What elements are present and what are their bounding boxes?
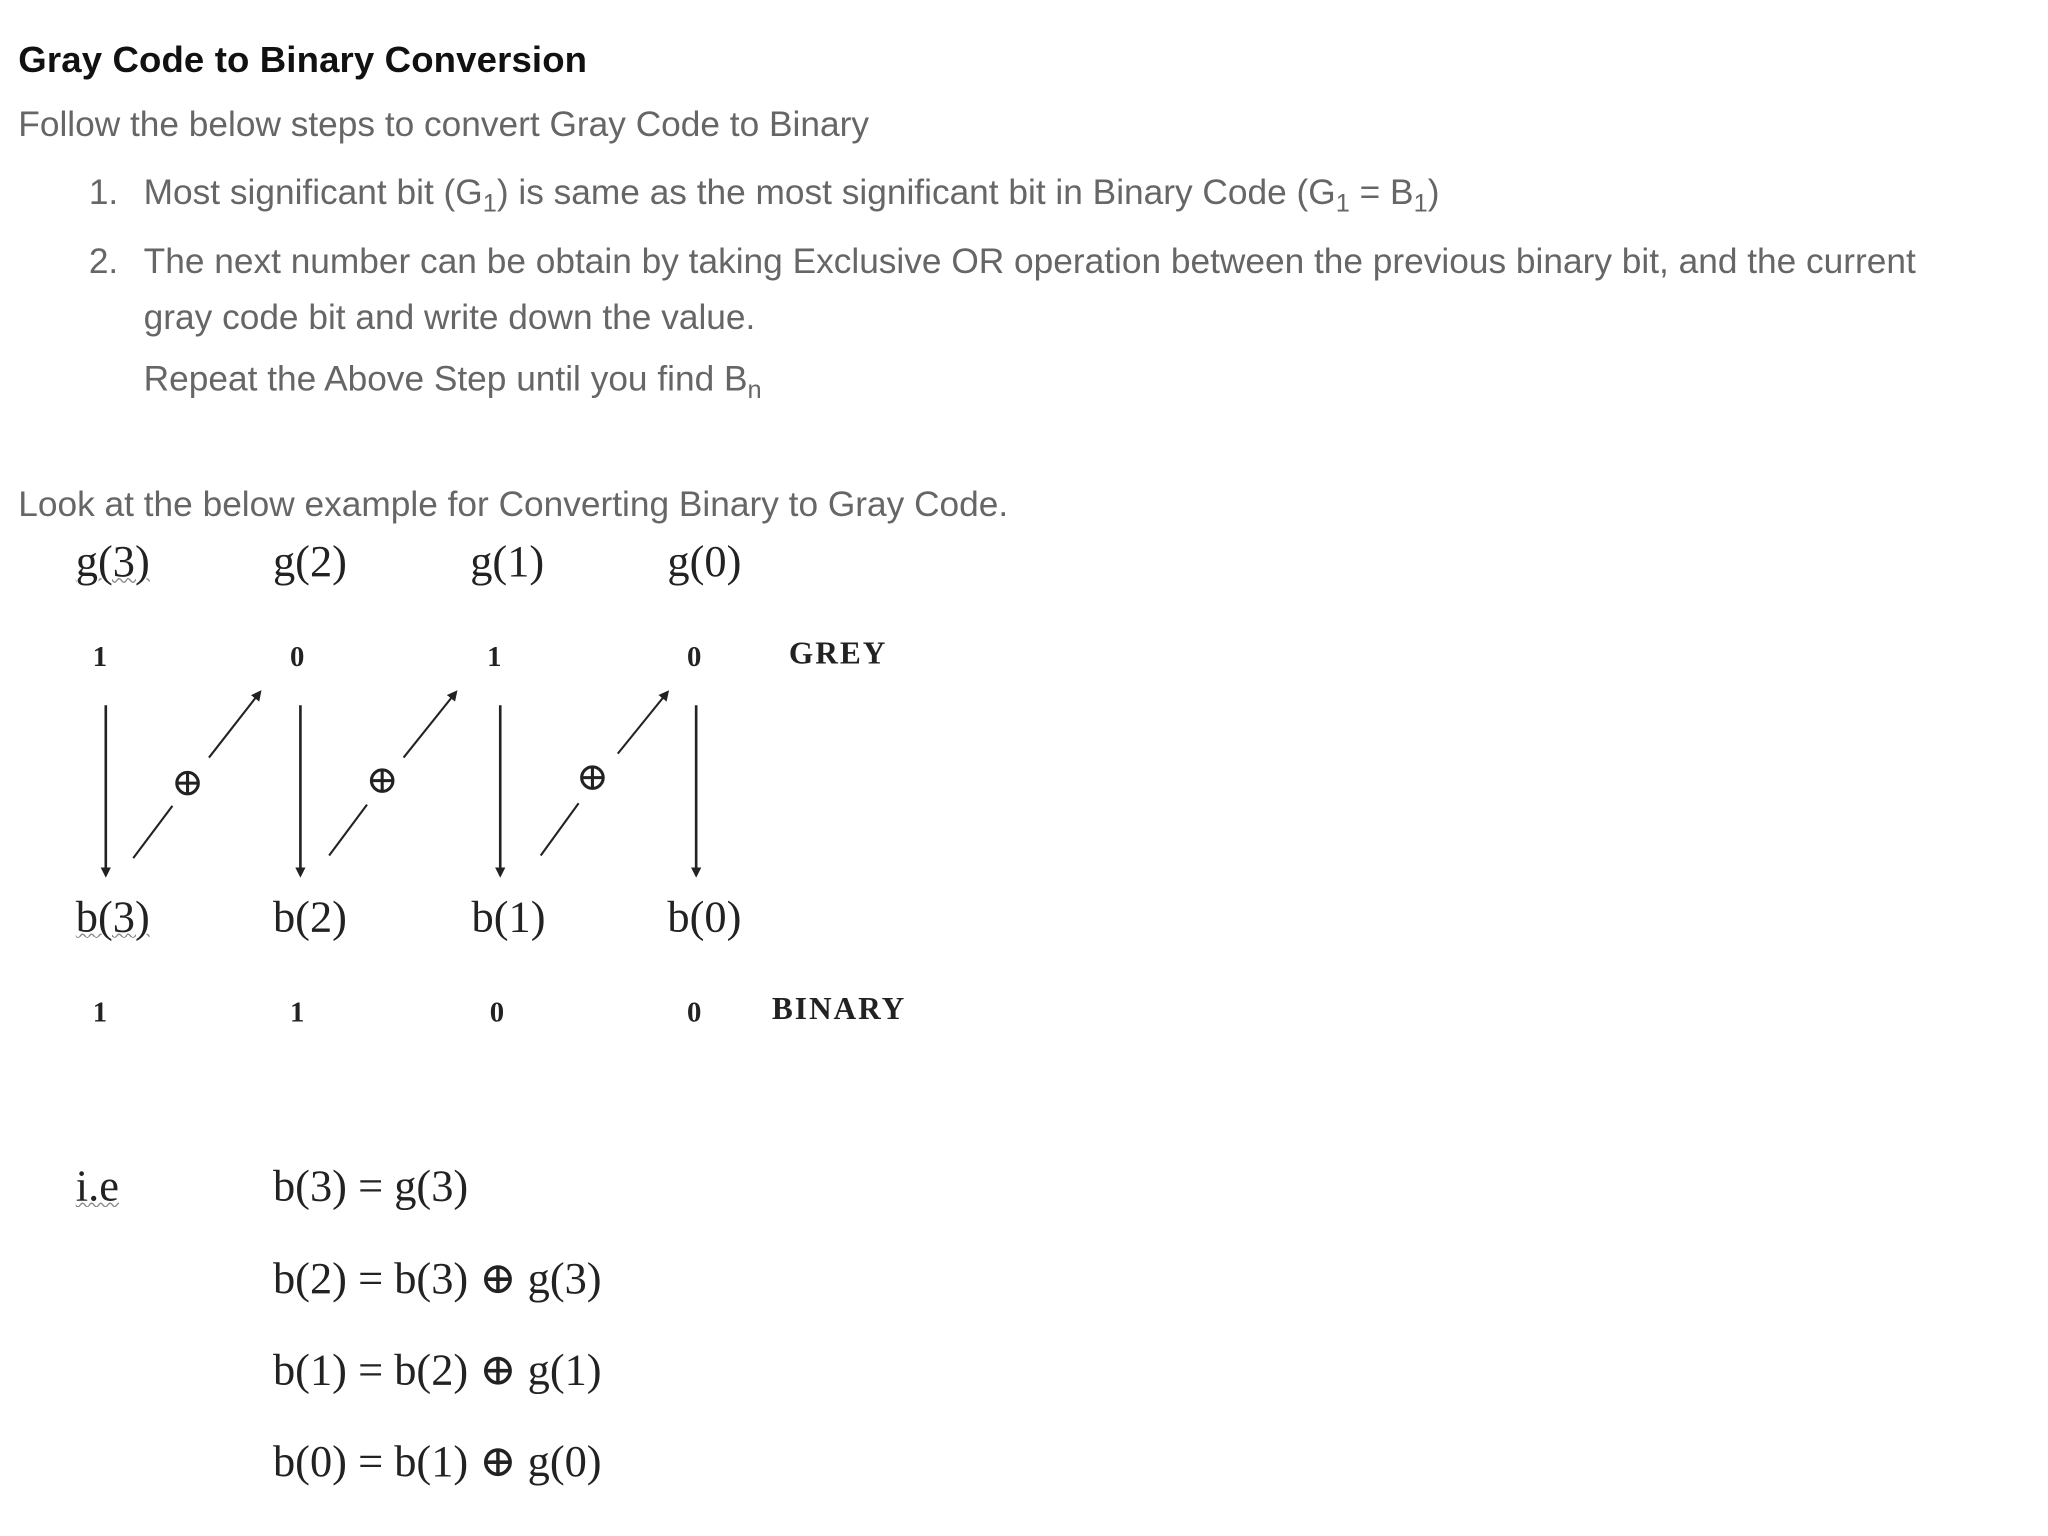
xor-line-lower-2 [329,805,367,856]
binary-label-2: b(2) [272,893,347,942]
gray-label-3: g(3) [75,538,150,587]
xor-arrow-3 [618,692,668,753]
gray-bit-0: 0 [687,639,702,673]
equation-b2: b(2) = b(3) ⊕ g(3) [272,1255,602,1304]
step-1-text-a: Most significant bit (G [143,172,483,212]
xor-line-lower-1 [133,806,172,858]
step-2-line-1: The next number can be obtain by taking Exclusive OR operation between the previous binary bit, and the current [143,241,1916,281]
ie-label: i.e [75,1162,119,1211]
gray-label-2: g(2) [272,538,347,587]
step-1-sub-b: 1 [1335,189,1350,218]
binary-bit-2: 1 [289,995,305,1028]
xor-symbol-1: ⊕ [171,761,204,805]
equation-b0: b(0) = b(1) ⊕ g(0) [272,1438,602,1487]
binary-bit-0: 0 [687,995,702,1028]
step-1-sub-a: 1 [482,189,497,218]
step-2-line-3-sub: n [747,375,762,405]
binary-bit-1: 0 [489,995,505,1028]
xor-arrow-2 [404,692,456,757]
step-2-line-3-text: Repeat the Above Step until you find B [143,359,748,399]
xor-line-lower-3 [541,803,579,855]
gray-bit-2: 0 [289,639,305,673]
gray-label-1: g(1) [470,538,545,587]
binary-label-3: b(3) [75,893,150,942]
gray-label-0: g(0) [667,538,742,587]
step-1-text-c: = B [1349,172,1414,212]
step-2-number: 2. [88,241,119,281]
step-1-number: 1. [88,172,119,212]
binary-tag: BINARY [771,992,907,1027]
gray-bit-1: 1 [487,639,502,673]
binary-label-0: b(0) [667,893,742,942]
step-2-line-2: gray code bit and write down the value. [143,297,756,337]
binary-bit-3: 1 [92,995,108,1028]
step-1-text-d: ) [1427,172,1440,212]
gray-bit-3: 1 [92,639,108,673]
equation-b1: b(1) = b(2) ⊕ g(1) [272,1346,602,1395]
equation-b3: b(3) = g(3) [272,1162,469,1211]
xor-symbol-3: ⊕ [575,756,609,800]
page-title: Gray Code to Binary Conversion [18,39,588,80]
example-intro: Look at the below example for Converting Binary to Gray Code. [18,484,1009,524]
step-1-sub-c: 1 [1413,189,1428,218]
xor-symbol-2: ⊕ [365,758,399,802]
step-1-text-b: ) is same as the most significant bit in Binary Code (G [496,172,1336,212]
intro-text: Follow the below steps to convert Gray Code to Binary [18,104,869,144]
grey-tag: GREY [788,637,888,672]
binary-label-1: b(1) [471,893,546,942]
xor-arrow-1 [209,692,260,757]
arrow-lines [0,0,993,914]
